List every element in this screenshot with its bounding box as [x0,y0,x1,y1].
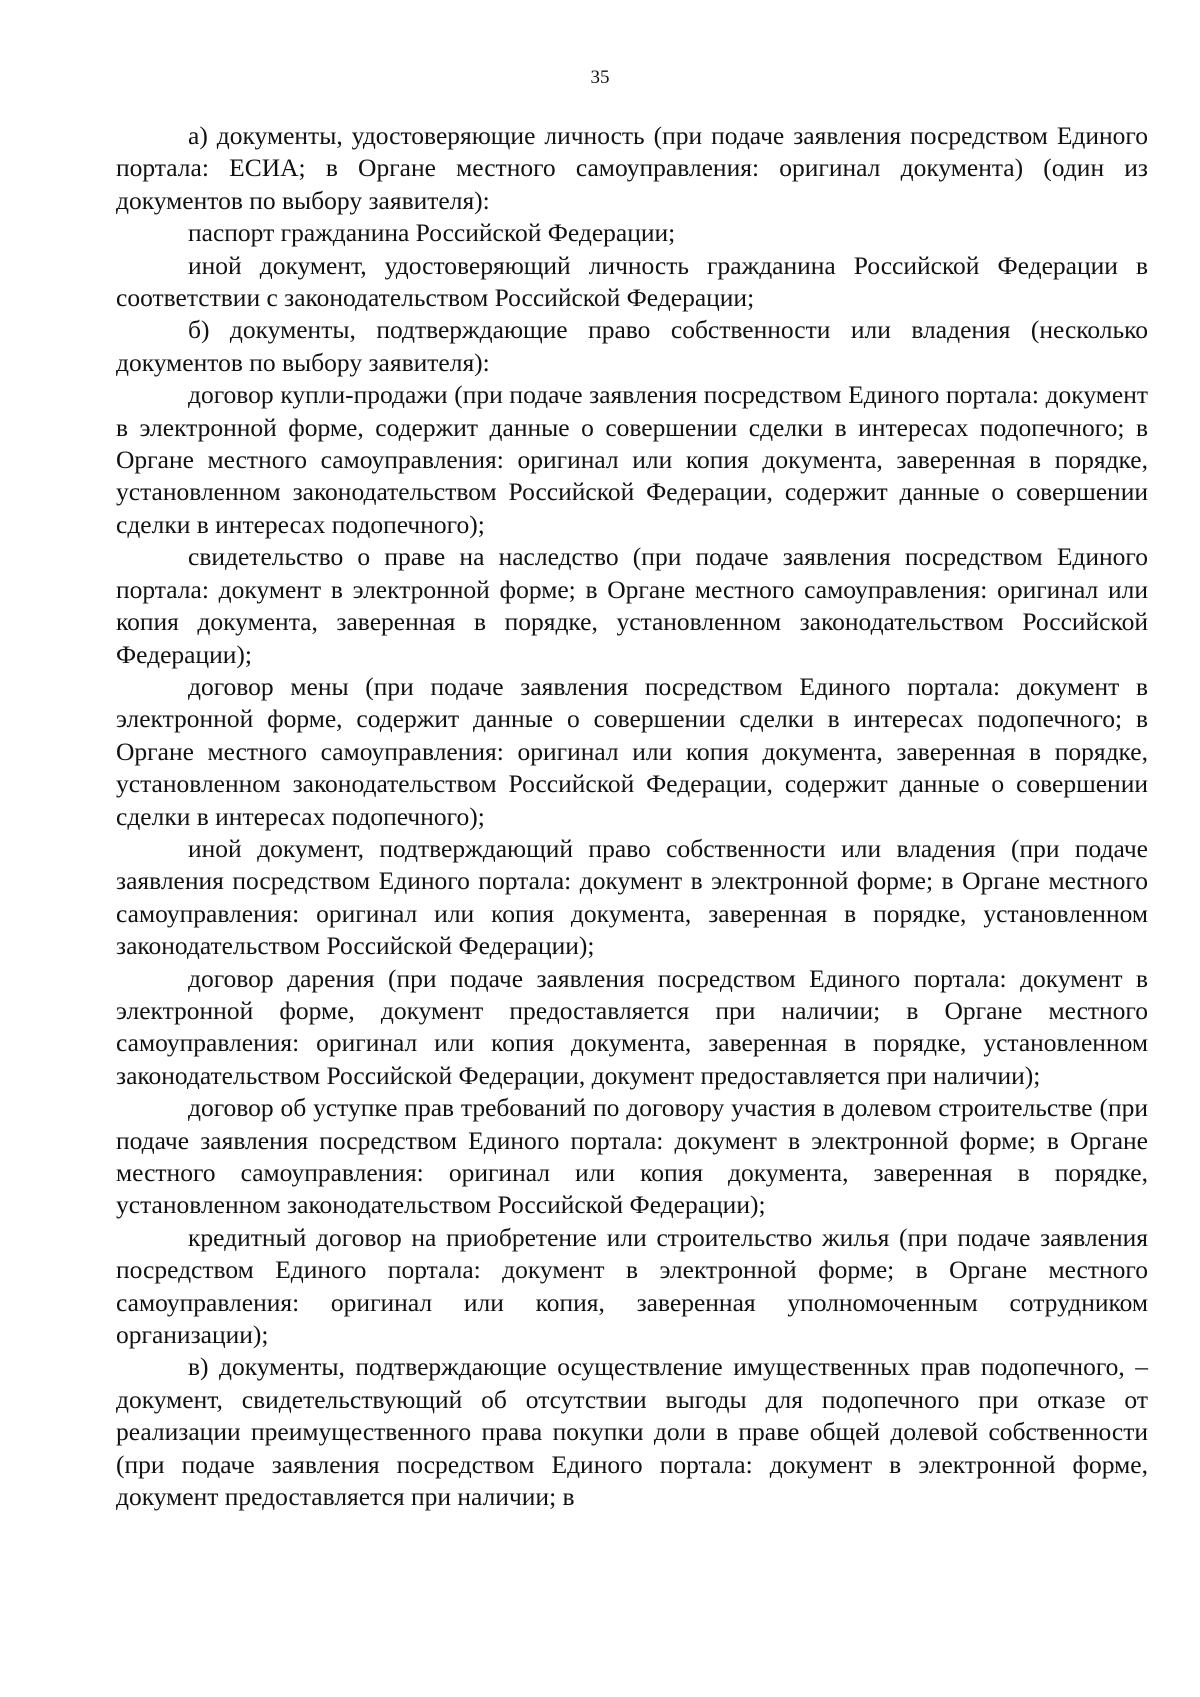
paragraph-sale-contract: договор купли-продажи (при подаче заявления посредством Единого портала: документ в электронной форме, содержит данные о совершении сделки в интересах подопечного; в Органе местного самоуправления: оригинал или копия документа, заверенная в порядке, установленном законодательством Российской Федерации, содержит данные о совершении сделки в интересах подопечного); [116,380,1148,539]
paragraph-exchange-contract: договор мены (при подаче заявления посредством Единого портала: документ в электронной форме, содержит данные о совершении сделки в интересах подопечного; в Органе местного самоуправления: оригинал или копия документа, заверенная в порядке, установленном законодательством Российской Федерации, содержит данные о совершении сделки в интересах подопечного); [116,671,1148,831]
document-body [116,120,1148,1513]
paragraph-other-identity-document: иной документ, удостоверяющий личность гражданина Российской Федерации в соответствии с законодательством Российской Федерации; [116,250,1148,313]
paragraph-c-property-rights-documents: в) документы, подтверждающие осуществление имущественных прав подопечного, – документ, свидетельствующий об отсутствии выгоды для подопечного при отказе от реализации преимущественного права покупки доли в праве общей долевой собственности (при подаче заявления посредством Единого портала: документ в электронной форме, документ предоставляется при наличии; в [116,1352,1148,1512]
paragraph-b-ownership-documents: б) документы, подтверждающие право собственности или владения (несколько документов по выбору заявителя): [116,315,1148,377]
paragraph-gift-contract: договор дарения (при подаче заявления посредством Единого портала: документ в электронной форме, документ предоставляется при наличии; в Органе местного самоуправления: оригинал или копия документа, заверенная в порядке, установленном законодательством Российской Федерации, документ предоставляется при наличии); [116,963,1148,1090]
paragraph-assignment-contract: договор об уступке прав требований по договору участия в долевом строительстве (при подаче заявления посредством Единого портала: документ в электронной форме; в Органе местного самоуправления: оригинал или копия документа, заверенная в порядке, установленном законодательством Российской Федерации); [116,1093,1148,1220]
paragraph-credit-contract: кредитный договор на приобретение или строительство жилья (при подаче заявления посредством Единого портала: документ в электронной форме; в Органе местного самоуправления: оригинал или копия, заверенная уполномоченным сотрудником организации); [116,1222,1148,1350]
paragraph-passport: паспорт гражданина Российской Федерации; [188,218,676,248]
paragraph-inheritance-certificate: свидетельство о праве на наследство (при подаче заявления посредством Единого портала: документ в электронной форме; в Органе местного самоуправления: оригинал или копия документа, заверенная в порядке, установленном законодательством Российской Федерации); [116,542,1148,669]
paragraph-a-identity-documents: а) документы, удостоверяющие личность (при подаче заявления посредством Единого портала: ЕСИА; в Органе местного самоуправления: оригинал документа) (один из документов по выбору заявителя): [116,121,1148,215]
paragraph-other-ownership-document: иной документ, подтверждающий право собственности или владения (при подаче заявления посредством Единого портала: документ в электронной форме; в Органе местного самоуправления: оригинал или копия документа, заверенная в порядке, установленном законодательством Российской Федерации); [116,833,1148,961]
page-number: 35 [590,67,610,88]
